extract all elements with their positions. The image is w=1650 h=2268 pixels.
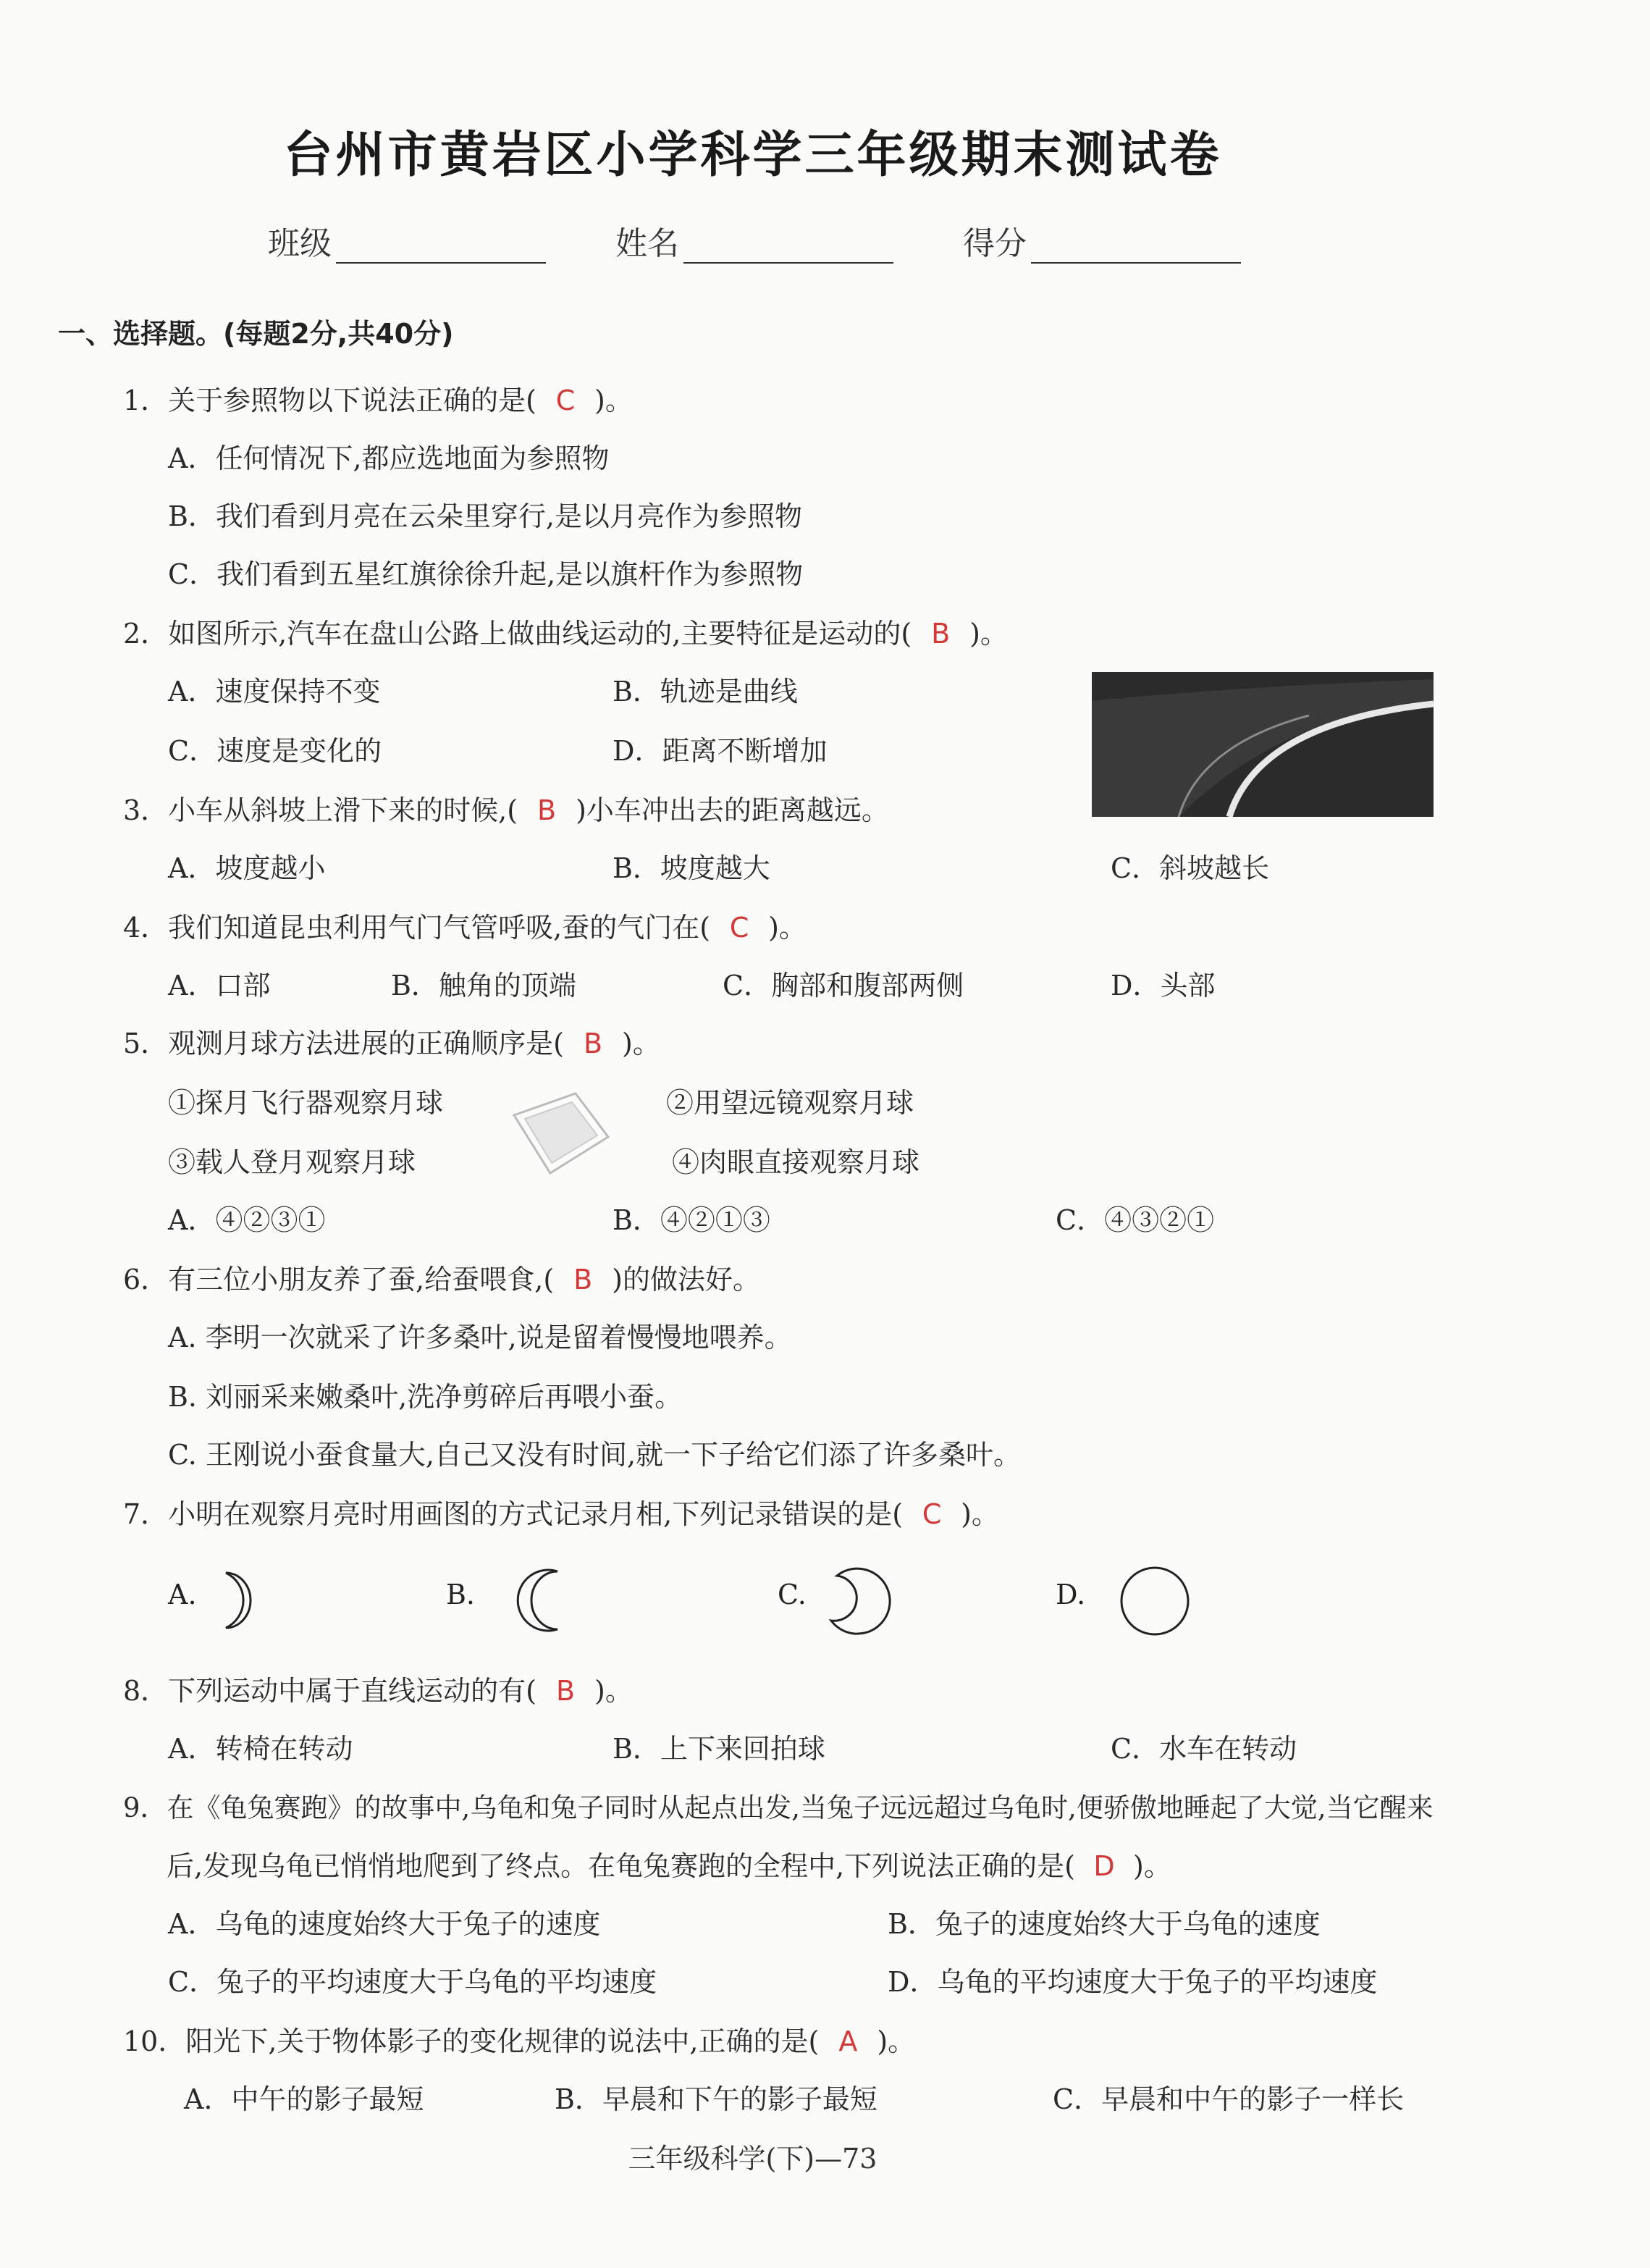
question-3-option-b: B．坡度越大 bbox=[613, 852, 770, 884]
question-1-option-a: A．任何情况下,都应选地面为参照物 bbox=[168, 442, 610, 474]
moon-option-a-label: A. bbox=[168, 1579, 197, 1610]
question-2-option-d: D．距离不断增加 bbox=[613, 735, 828, 767]
question-1-answer: C bbox=[555, 385, 576, 416]
question-5-method-1: ①探月飞行器观察月球 bbox=[168, 1087, 444, 1119]
question-3-option-c: C．斜坡越长 bbox=[1111, 852, 1270, 884]
class-label: 班级 bbox=[268, 225, 332, 262]
question-5-method-4: ④肉眼直接观察月球 bbox=[672, 1146, 920, 1178]
question-1-option-c: C．我们看到五星红旗徐徐升起,是以旗杆作为参照物 bbox=[168, 558, 804, 590]
road-curve-image bbox=[1092, 672, 1434, 817]
question-3-text: 3．小车从斜坡上滑下来的时候,( bbox=[123, 794, 518, 826]
question-7-text: 7．小明在观察月亮时用画图的方式记录月相,下列记录错误的是( bbox=[123, 1498, 904, 1530]
question-5-option-c: C．④③②① bbox=[1056, 1204, 1215, 1236]
class-field bbox=[268, 217, 546, 264]
question-9-text: 后,发现乌龟已悄悄地爬到了终点。在龟兔赛跑的全程中,下列说法正确的是( bbox=[167, 1850, 1075, 1882]
question-9-option-d: D．乌龟的平均速度大于兔子的平均速度 bbox=[888, 1966, 1378, 1998]
class-blank[interactable] bbox=[336, 233, 546, 264]
question-2-option-a: A．速度保持不变 bbox=[168, 676, 381, 707]
question-9-answer: D bbox=[1093, 1850, 1115, 1882]
question-9-line-2 bbox=[167, 1848, 1171, 1884]
question-6-tail: )的做法好。 bbox=[612, 1264, 760, 1295]
question-9-option-b: B．兔子的速度始终大于乌龟的速度 bbox=[888, 1908, 1321, 1940]
question-8-text: 8．下列运动中属于直线运动的有( bbox=[123, 1675, 537, 1707]
question-9-line-1: 9．在《龟兔赛跑》的故事中,乌龟和兔子同时从起点出发,当兔子远远超过乌龟时,便骄傲地睡起了大觉,当它醒来 bbox=[123, 1792, 1434, 1823]
question-6-answer: B bbox=[573, 1264, 593, 1295]
question-2-option-c: C．速度是变化的 bbox=[168, 735, 382, 767]
full-moon-icon bbox=[1115, 1561, 1195, 1641]
question-3-option-a: A．坡度越小 bbox=[168, 852, 326, 884]
question-9-tail: )。 bbox=[1133, 1850, 1171, 1882]
question-8-option-c: C．水车在转动 bbox=[1111, 1733, 1297, 1765]
question-7-answer: C bbox=[922, 1498, 942, 1530]
page-footer: 三年级科学(下)—73 bbox=[628, 2143, 877, 2175]
question-2-text: 2．如图所示,汽车在盘山公路上做曲线运动的,主要特征是运动的( bbox=[123, 618, 912, 650]
question-7-tail: )。 bbox=[961, 1498, 999, 1530]
section-heading: 一、选择题。(每题2分,共40分) bbox=[58, 318, 454, 350]
question-6-stem bbox=[123, 1261, 760, 1298]
question-5-stem bbox=[123, 1025, 660, 1062]
question-1-stem bbox=[123, 382, 633, 419]
question-5-method-2: ②用望远镜观察月球 bbox=[666, 1087, 914, 1119]
question-4-option-b: B．触角的顶端 bbox=[391, 970, 576, 1001]
score-label: 得分 bbox=[963, 225, 1027, 262]
question-1-option-b: B．我们看到月亮在云朵里穿行,是以月亮作为参照物 bbox=[168, 500, 803, 532]
moon-option-c-label: C. bbox=[778, 1579, 807, 1610]
question-6-text: 6．有三位小朋友养了蚕,给蚕喂食,( bbox=[123, 1264, 555, 1295]
question-10-answer: A bbox=[838, 2025, 858, 2057]
question-1-tail: )。 bbox=[594, 385, 633, 416]
question-4-option-d: D．头部 bbox=[1111, 970, 1216, 1001]
moon-option-d-label: D. bbox=[1056, 1579, 1086, 1610]
question-2-option-b: B．轨迹是曲线 bbox=[613, 676, 798, 707]
question-10-option-c: C．早晨和中午的影子一样长 bbox=[1053, 2083, 1405, 2115]
question-8-option-b: B．上下来回拍球 bbox=[613, 1733, 825, 1765]
question-10-stem bbox=[123, 2023, 915, 2059]
question-10-option-b: B．早晨和下午的影子最短 bbox=[555, 2083, 877, 2115]
question-5-option-b: B．④②①③ bbox=[613, 1204, 770, 1236]
question-5-text: 5．观测月球方法进展的正确顺序是( bbox=[123, 1028, 565, 1059]
question-10-tail: )。 bbox=[877, 2025, 916, 2057]
page-title: 台州市黄岩区小学科学三年级期末测试卷 bbox=[283, 126, 1222, 184]
question-4-stem bbox=[123, 910, 807, 946]
watermark-stamp-icon bbox=[507, 1086, 615, 1180]
question-3-answer: B bbox=[537, 794, 557, 826]
mountain-road-photo bbox=[1092, 672, 1434, 817]
question-8-option-a: A．转椅在转动 bbox=[168, 1733, 353, 1765]
question-8-answer: B bbox=[555, 1675, 576, 1707]
name-label: 姓名 bbox=[615, 225, 679, 262]
question-2-answer: B bbox=[931, 618, 951, 650]
question-5-tail: )。 bbox=[622, 1028, 660, 1059]
question-9-option-a: A．乌龟的速度始终大于兔子的速度 bbox=[168, 1908, 601, 1940]
question-4-option-a: A．口部 bbox=[168, 970, 271, 1001]
waxing-crescent-moon-icon bbox=[507, 1564, 572, 1637]
question-8-stem bbox=[123, 1673, 633, 1709]
question-5-method-3: ③载人登月观察月球 bbox=[168, 1146, 416, 1178]
question-10-option-a: A．中午的影子最短 bbox=[184, 2083, 424, 2115]
question-10-text: 10．阳光下,关于物体影子的变化规律的说法中,正确的是( bbox=[123, 2025, 820, 2057]
question-4-text: 4．我们知道昆虫利用气门气管呼吸,蚕的气门在( bbox=[123, 912, 711, 944]
question-2-stem bbox=[123, 616, 1008, 652]
name-blank[interactable] bbox=[683, 233, 893, 264]
question-5-answer: B bbox=[583, 1028, 603, 1059]
question-3-stem bbox=[123, 792, 889, 828]
moon-option-b-label: B. bbox=[446, 1579, 476, 1610]
score-blank[interactable] bbox=[1031, 233, 1241, 264]
question-9-option-c: C．兔子的平均速度大于乌龟的平均速度 bbox=[168, 1966, 657, 1998]
question-4-tail: )。 bbox=[768, 912, 807, 944]
question-4-answer: C bbox=[729, 912, 749, 944]
question-3-tail: )小车冲出去的距离越远。 bbox=[576, 794, 889, 826]
question-6-option-b: B. 刘丽采来嫩桑叶,洗净剪碎后再喂小蚕。 bbox=[168, 1381, 683, 1413]
gibbous-moon-icon bbox=[815, 1561, 895, 1641]
question-7-stem bbox=[123, 1496, 999, 1532]
question-2-tail: )。 bbox=[969, 618, 1008, 650]
name-field bbox=[615, 217, 893, 264]
question-8-tail: )。 bbox=[594, 1675, 633, 1707]
question-5-option-a: A．④②③① bbox=[168, 1204, 326, 1236]
question-6-option-c: C. 王刚说小蚕食量大,自己又没有时间,就一下子给它们添了许多桑叶。 bbox=[168, 1439, 1022, 1471]
question-4-option-c: C．胸部和腹部两侧 bbox=[723, 970, 964, 1001]
question-1-text: 1．关于参照物以下说法正确的是( bbox=[123, 385, 537, 416]
waning-crescent-moon-icon bbox=[211, 1564, 277, 1637]
question-6-option-a: A. 李明一次就采了许多桑叶,说是留着慢慢地喂养。 bbox=[168, 1322, 792, 1353]
score-field bbox=[963, 217, 1241, 264]
